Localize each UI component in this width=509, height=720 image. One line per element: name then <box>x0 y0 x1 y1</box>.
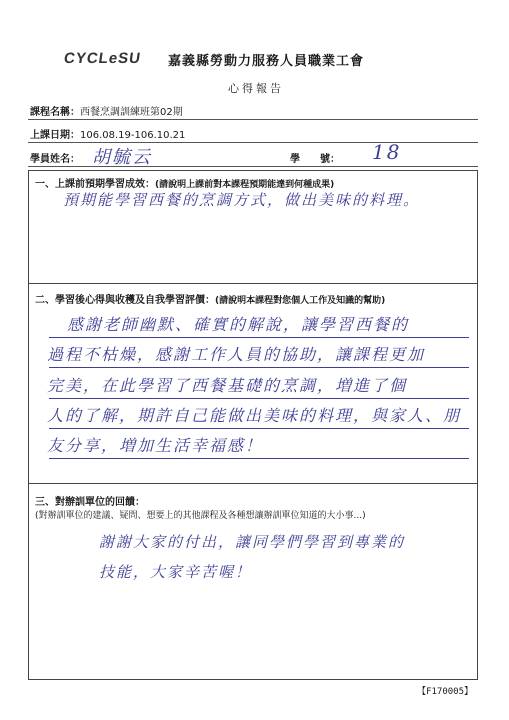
writing-line <box>49 367 469 368</box>
section-3-title: 三、對辦訓單位的回饋： <box>35 497 145 508</box>
section-2-title: 二、學習後心得與收穫及自我學習評價：(請說明本課程對您個人工作及知識的幫助) <box>35 295 386 306</box>
writing-line <box>49 428 469 429</box>
writing-line <box>49 458 469 459</box>
org-name: 嘉義縣勞動力服務人員職業工會 <box>168 54 365 69</box>
date-value: 106.08.19-106.10.21 <box>80 130 186 141</box>
section-2-line: 友分享，増加生活幸福感！ <box>47 436 264 455</box>
doc-title: 心得報告 <box>228 82 284 95</box>
section-1-line: 預期能學習西餐的烹調方式，做出美味的料理。 <box>63 191 421 209</box>
section-divider <box>29 483 477 484</box>
course-row <box>30 103 183 118</box>
writing-line <box>49 398 469 399</box>
logo-text: CYCLeSU <box>62 50 143 67</box>
section-divider <box>29 283 477 284</box>
section-2-line: 人的了解，期許自己能做出美味的料理，與家人、朋 <box>47 406 462 425</box>
student-name: 胡毓云 <box>92 147 152 168</box>
date-label: 上課日期： <box>30 130 80 141</box>
id-value: 18 <box>372 140 402 164</box>
divider <box>28 119 478 120</box>
section-3-line: 謝謝大家的付出，讓同學們學習到專業的 <box>99 533 406 551</box>
section-1-title: 一、上課前預期學習成效：(請說明上課前對本課程預期能達到何種成果) <box>35 179 335 190</box>
form-code: 【F170005】 <box>417 687 473 697</box>
report-box <box>28 170 478 680</box>
course-label: 課程名稱： <box>30 107 80 118</box>
section-3-hint: (對辦訓單位的建議、疑問、想要上的其他課程及各種想讓辦訓單位知道的大小事...) <box>35 511 366 521</box>
id-label: 學 號： <box>290 154 340 165</box>
divider <box>28 166 478 167</box>
section-3-line: 技能，大家辛苦喔！ <box>99 563 253 581</box>
course-value: 西餐烹調訓練班第02期 <box>80 107 183 118</box>
student-label: 學員姓名： <box>30 154 80 165</box>
date-row <box>30 126 185 141</box>
section-2-line: 過程不枯燥，感謝工作人員的協助，讓課程更加 <box>47 345 426 364</box>
section-2-line: 感謝老師幽默、確實的解說，讓學習西餐的 <box>67 315 410 334</box>
writing-line <box>49 337 469 338</box>
section-2-line: 完美，在此學習了西餐基礎的烹調，増進了個 <box>47 376 408 395</box>
